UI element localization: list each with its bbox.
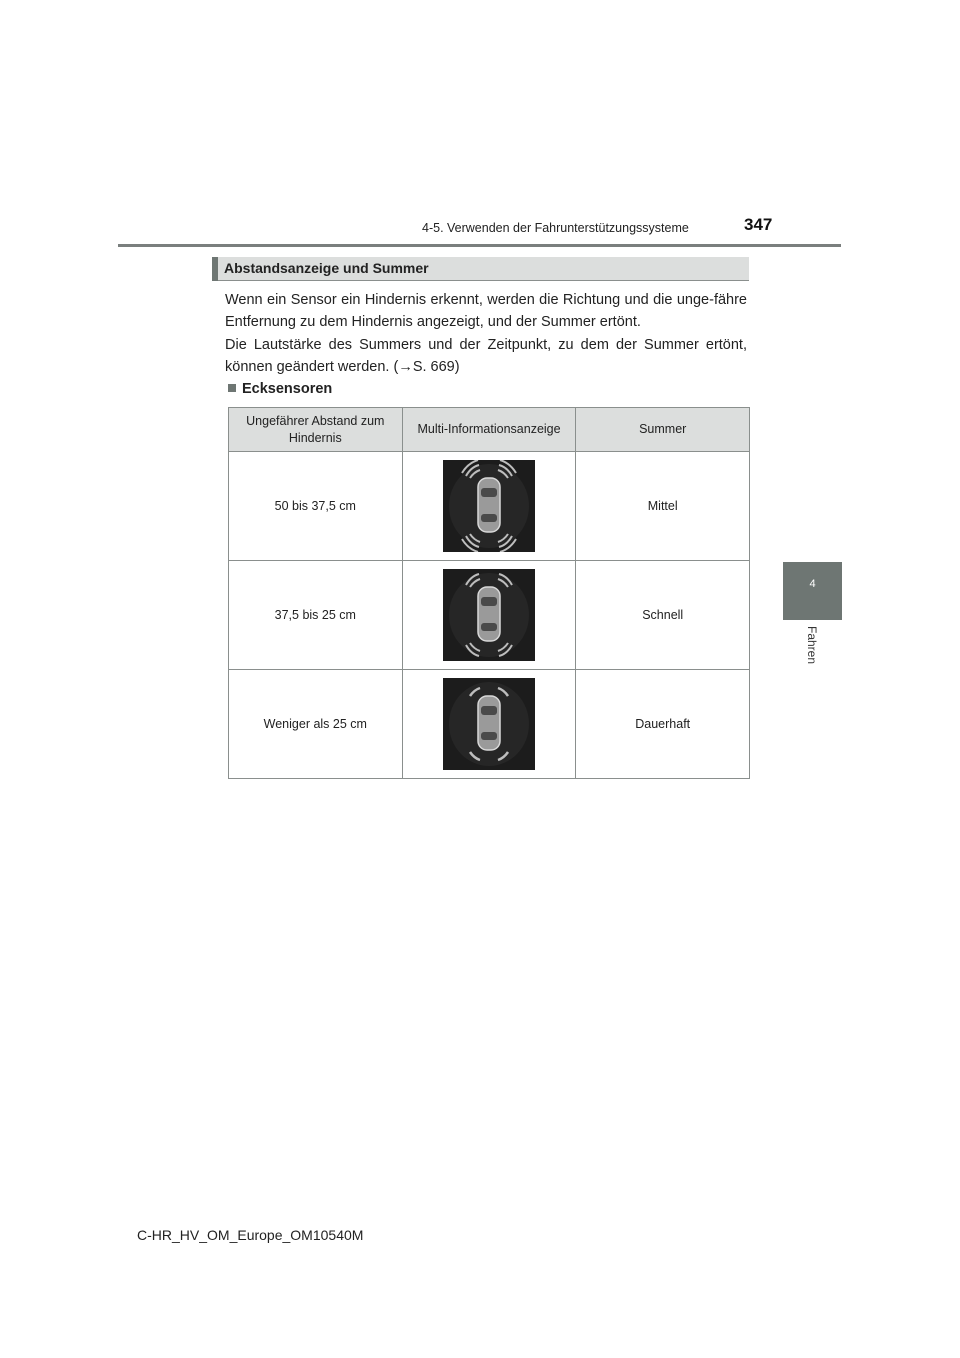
subheading xyxy=(228,381,332,397)
page-number: 347 xyxy=(744,215,773,234)
footer-doc-id: C-HR_HV_OM_Europe_OM10540M xyxy=(137,1227,364,1243)
header-section-title: 4-5. Verwenden der Fahrunterstützungssysteme xyxy=(422,221,689,235)
distance-cell: 50 bis 37,5 cm xyxy=(229,452,403,561)
car-sensor-display-image xyxy=(443,460,535,552)
car-sensor-display-image xyxy=(443,678,535,770)
col-header-distance: Ungefährer Abstand zum Hindernis xyxy=(229,408,403,452)
distance-cell: 37,5 bis 25 cm xyxy=(229,561,403,670)
display-cell xyxy=(402,452,576,561)
col-header-buzzer: Summer xyxy=(576,408,750,452)
section-heading-text: Abstandsanzeige und Summer xyxy=(224,260,429,276)
col-header-display: Multi-Informationsanzeige xyxy=(402,408,576,452)
table-row xyxy=(229,452,750,561)
subheading-text: Ecksensoren xyxy=(242,381,333,397)
sensor-table xyxy=(228,407,750,779)
display-cell xyxy=(402,561,576,670)
display-cell xyxy=(402,670,576,779)
section-heading xyxy=(212,257,749,281)
car-sensor-display-image xyxy=(443,569,535,661)
paragraph-1: Wenn ein Sensor ein Hindernis erkennt, werden die Richtung und die unge-fähre Entfernung zu dem Hindernis angezeigt, und der Summer ertönt. xyxy=(225,292,747,330)
header-rule xyxy=(118,244,841,247)
distance-cell: Weniger als 25 cm xyxy=(229,670,403,779)
table-header-row xyxy=(229,408,750,452)
heading-accent xyxy=(212,257,218,281)
bullet-square-icon xyxy=(228,384,236,392)
buzzer-cell: Dauerhaft xyxy=(576,670,750,779)
paragraph-2: Die Lautstärke des Summers und der Zeitpunkt, zu dem der Summer ertönt, können geändert werden. (→S. 669) xyxy=(225,337,747,375)
buzzer-cell: Mittel xyxy=(576,452,750,561)
buzzer-cell: Schnell xyxy=(576,561,750,670)
chapter-tab[interactable] xyxy=(783,562,842,620)
table-row xyxy=(229,670,750,779)
table-row xyxy=(229,561,750,670)
chapter-number: 4 xyxy=(809,578,816,590)
chapter-tab-label: Fahren xyxy=(805,626,819,665)
